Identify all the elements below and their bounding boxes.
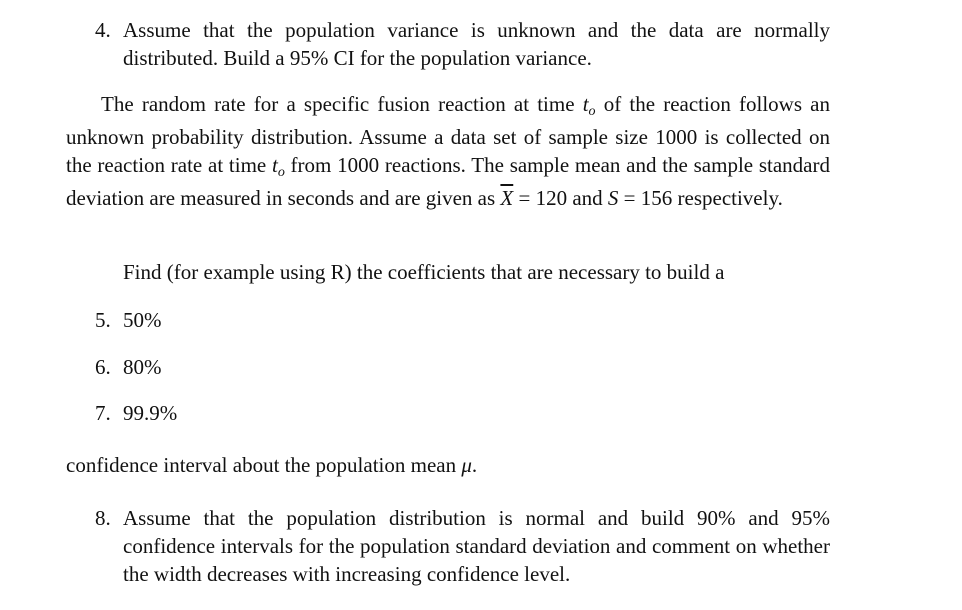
sub-item	[95, 399, 830, 427]
sub-item-number: 7.	[95, 401, 111, 425]
time-subscript: o	[588, 104, 596, 119]
sd-value: = 156 respectively.	[618, 186, 783, 211]
time-variable: t	[271, 153, 278, 178]
time-variable: t	[582, 92, 589, 116]
conclusion-text	[66, 451, 830, 479]
mu-symbol: μ	[461, 453, 472, 477]
sub-item-value: 80%	[123, 355, 162, 379]
time-subscript: o	[277, 165, 285, 181]
mean-value: = 120 and	[513, 186, 608, 211]
conclusion-end: .	[471, 453, 478, 477]
question-text: Assume that the population distribution is normal and build 90% and 95% confidence intervals for the population standard deviation and comment on whether the width decreases with increasing confidence level.	[123, 506, 830, 586]
sub-item-value: 99.9%	[123, 401, 178, 425]
sub-item	[95, 306, 830, 334]
paragraph-text-2: of the reaction follows an unknown probability distribution. Assume a data set of sample size 1000 is collected on the reaction rate at time	[66, 92, 830, 178]
sample-sd-symbol: S	[607, 186, 619, 211]
question-text: Assume that the population variance is unknown and the data are normally distributed. Build a 95% CI for the population variance.	[123, 18, 830, 70]
sub-item-number: 6.	[95, 355, 111, 379]
conclusion-body: confidence interval about the population mean	[66, 453, 462, 477]
question-number: 8.	[95, 506, 111, 530]
question-4	[95, 16, 830, 72]
problem-paragraph	[66, 90, 830, 213]
paragraph-text-1: The random rate for a specific fusion reaction at time	[101, 92, 583, 116]
question-8	[95, 504, 830, 588]
sample-mean-symbol: $\overline{X}$	[500, 186, 514, 211]
question-number: 4.	[95, 18, 111, 42]
sub-item-number: 5.	[95, 308, 111, 332]
instruction-text: Find (for example using R) the coefficients that are necessary to build a	[123, 260, 725, 284]
sub-item	[95, 353, 830, 381]
paragraph-text-3: from 1000 reactions. The sample mean and the sample standard deviation are measured in seconds and are given as	[66, 153, 830, 211]
sub-item-value: 50%	[123, 308, 162, 332]
